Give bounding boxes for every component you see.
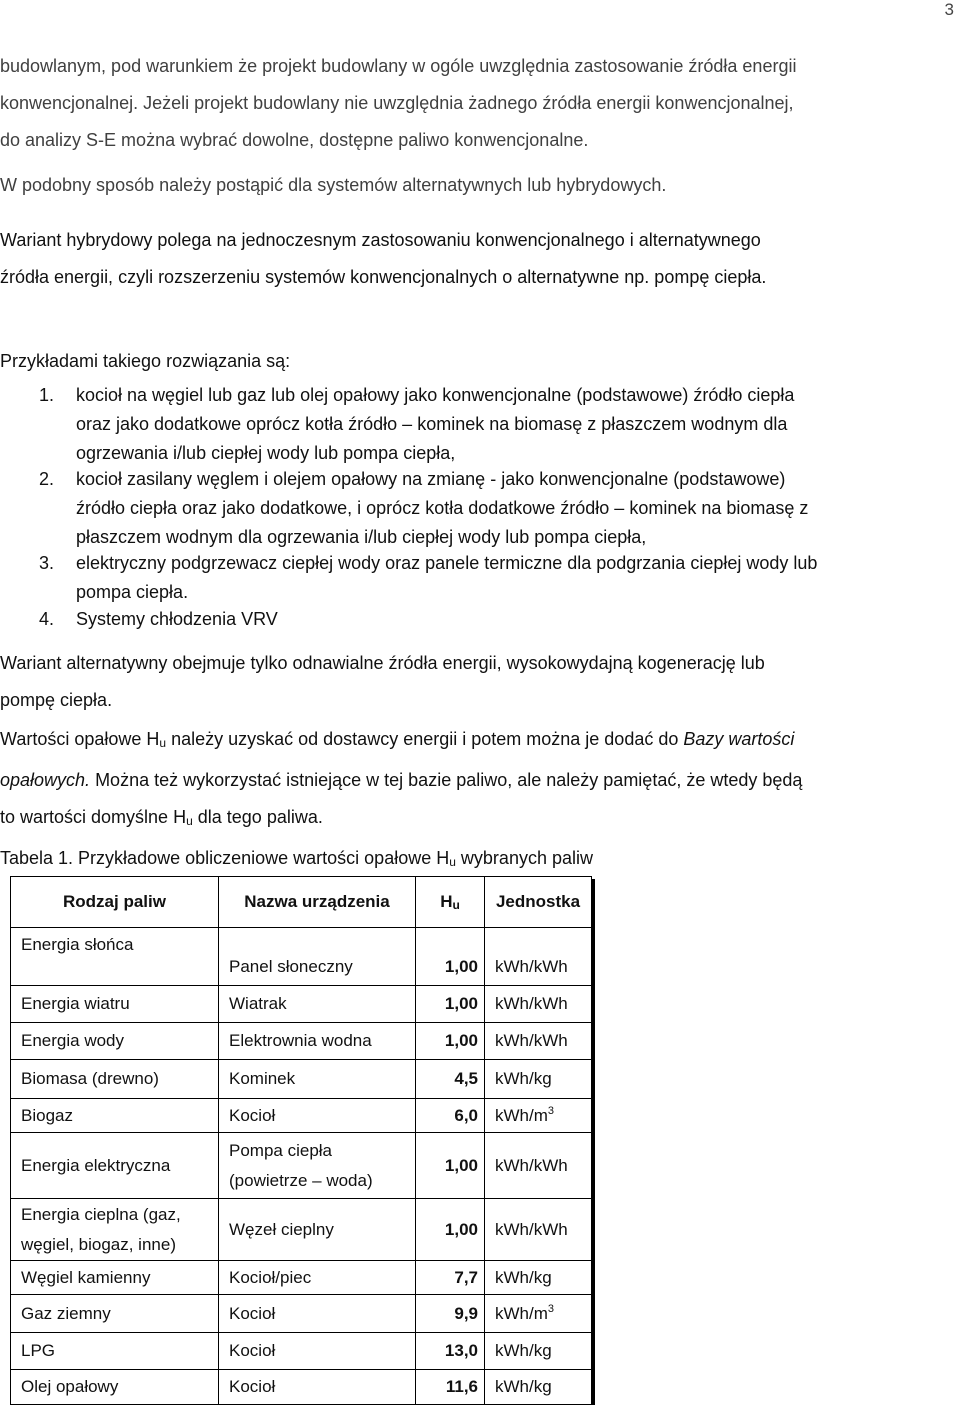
cell-calorific-value: 13,0 xyxy=(416,1333,485,1370)
cell-calorific-value: 11,6 xyxy=(416,1370,485,1405)
cell-unit: kWh/kg xyxy=(485,1370,592,1405)
cell-unit: kWh/kWh xyxy=(485,928,592,986)
column-header-device: Nazwa urządzenia xyxy=(219,877,416,928)
cell-device: Kocioł xyxy=(219,1370,416,1405)
text-line: konwencjonalnej. Jeżeli projekt budowlany nie uwzględnia żadnego źródła energii konwencjonalnej, xyxy=(0,93,794,113)
cell-unit: kWh/kWh xyxy=(485,1199,592,1261)
cell-fuel-type: Energia elektryczna xyxy=(11,1133,219,1199)
page-number: 3 xyxy=(944,0,954,19)
cell-device: Kocioł xyxy=(219,1099,416,1133)
table-row xyxy=(11,928,592,986)
text-line: budowlanym, pod warunkiem że projekt budowlany w ogóle uwzględnia zastosowanie źródła energii xyxy=(0,56,797,76)
table-row xyxy=(11,1133,592,1199)
item-number: 1. xyxy=(39,385,55,405)
cell-unit: kWh/kWh xyxy=(485,986,592,1023)
text-line: kocioł zasilany węglem i olejem opałowy na zmianę - jako konwencjonalne (podstawowe) xyxy=(76,469,786,489)
calorific-values-paragraph xyxy=(0,721,956,840)
item-number: 2. xyxy=(39,469,55,489)
examples-heading: Przykładami takiego rozwiązania są: xyxy=(0,351,291,371)
table-header-row xyxy=(11,877,592,928)
cell-calorific-value: 1,00 xyxy=(416,928,485,986)
text-line: Wariant hybrydowy polega na jednoczesnym zastosowaniu konwencjonalnego i alternatywnego xyxy=(0,230,761,250)
cell-device: Węzeł cieplny xyxy=(219,1199,416,1261)
cell-fuel-type: Energia słońca xyxy=(11,928,219,986)
cell-calorific-value: 4,5 xyxy=(416,1060,485,1099)
text-line: opałowych. Można też wykorzystać istniejące w tej bazie paliwo, ale należy pamiętać, że wtedy będą xyxy=(0,770,803,790)
cell-device: Kocioł xyxy=(219,1295,416,1333)
table-row xyxy=(11,1333,592,1370)
cell-fuel-type: Biomasa (drewno) xyxy=(11,1060,219,1099)
table-row xyxy=(11,1060,592,1099)
cell-unit: kWh/kg xyxy=(485,1261,592,1295)
table-row xyxy=(11,1099,592,1133)
text-line: kocioł na węgiel lub gaz lub olej opałowy jako konwencjonalne (podstawowe) źródło ciepła xyxy=(76,385,795,405)
cell-unit: kWh/kWh xyxy=(485,1133,592,1199)
text-line: źródło ciepła oraz jako dodatkowe, i oprócz kotła dodatkowe źródło – kominek na biomasę z xyxy=(76,498,809,518)
fuel-calorific-table xyxy=(10,876,592,1405)
table-row xyxy=(11,1295,592,1333)
cell-device: Wiatrak xyxy=(219,986,416,1023)
table-row xyxy=(11,1199,592,1261)
cell-fuel-type: Biogaz xyxy=(11,1099,219,1133)
cell-fuel-type: Energia wody xyxy=(11,1023,219,1060)
table-row xyxy=(11,1370,592,1405)
cell-calorific-value: 6,0 xyxy=(416,1099,485,1133)
cell-calorific-value: 1,00 xyxy=(416,986,485,1023)
cell-unit: kWh/kWh xyxy=(485,1023,592,1060)
text-line: pompę ciepła. xyxy=(0,690,113,710)
cell-fuel-type: Gaz ziemny xyxy=(11,1295,219,1333)
cell-device: Panel słoneczny xyxy=(219,928,416,986)
text-line: płaszczem wodnym dla ogrzewania i/lub ciepłej wody lub pompa ciepła, xyxy=(76,527,647,547)
item-number: 3. xyxy=(39,553,55,573)
text-line: pompa ciepła. xyxy=(76,582,189,602)
hybrid-systems-paragraph: W podobny sposób należy postąpić dla systemów alternatywnych lub hybrydowych. xyxy=(0,175,667,195)
cell-unit: kWh/$m^3$ xyxy=(485,1295,592,1333)
cell-fuel-type: Energia wiatru xyxy=(11,986,219,1023)
intro-paragraph xyxy=(0,48,956,159)
cell-device: Kocioł xyxy=(219,1333,416,1370)
cell-fuel-type: LPG xyxy=(11,1333,219,1370)
text-line: do analizy S-E można wybrać dowolne, dostępne paliwo konwencjonalne. xyxy=(0,130,589,150)
cell-device: Pompa ciepła (powietrze – woda) xyxy=(219,1133,416,1199)
cell-unit: kWh/kg xyxy=(485,1060,592,1099)
text-line: Wariant alternatywny obejmuje tylko odnawialne źródła energii, wysokowydajną kogenerację lub xyxy=(0,653,765,673)
cell-fuel-type: Węgiel kamienny xyxy=(11,1261,219,1295)
text-line: Systemy chłodzenia VRV xyxy=(76,609,278,629)
cell-calorific-value: 9,9 xyxy=(416,1295,485,1333)
cell-fuel-type: Energia cieplna (gaz, węgiel, biogaz, inne) xyxy=(11,1199,219,1261)
cell-device: Kominek xyxy=(219,1060,416,1099)
alternative-variant-paragraph xyxy=(0,645,956,719)
item-number: 4. xyxy=(39,609,55,629)
cell-calorific-value: 1,00 xyxy=(416,1023,485,1060)
cell-calorific-value: 1,00 xyxy=(416,1133,485,1199)
text-line: oraz jako dodatkowe oprócz kotła źródło – kominek na biomasę z płaszczem wodnym dla xyxy=(76,414,788,434)
text-line: Wartości opałowe $H_u$ należy uzyskać od dostawcy energii i potem można je dodać do Bazy wartości xyxy=(0,729,795,750)
cell-unit: kWh/kg xyxy=(485,1333,592,1370)
cell-device: Elektrownia wodna xyxy=(219,1023,416,1060)
cell-fuel-type: Olej opałowy xyxy=(11,1370,219,1405)
table-caption: Tabela 1. Przykładowe obliczeniowe wartości opałowe $H_u$ wybranych paliw xyxy=(0,848,593,869)
table-row xyxy=(11,1261,592,1295)
cell-calorific-value: 7,7 xyxy=(416,1261,485,1295)
table-row xyxy=(11,986,592,1023)
text-line: źródła energii, czyli rozszerzeniu systemów konwencjonalnych o alternatywne np. pompę ciepła. xyxy=(0,267,767,287)
hybrid-variant-paragraph xyxy=(0,222,956,296)
column-header-fuel: Rodzaj paliw xyxy=(11,877,219,928)
text-line: elektryczny podgrzewacz ciepłej wody oraz panele termiczne dla podgrzania ciepłej wody lub xyxy=(76,553,818,573)
text-line: to wartości domyślne $H_u$ dla tego paliwa. xyxy=(0,807,323,828)
table-row xyxy=(11,1023,592,1060)
cell-unit: kWh/$m^3$ xyxy=(485,1099,592,1133)
cell-device: Kocioł/piec xyxy=(219,1261,416,1295)
column-header-unit: Jednostka xyxy=(485,877,592,928)
cell-calorific-value: 1,00 xyxy=(416,1199,485,1261)
text-line: ogrzewania i/lub ciepłej wody lub pompa ciepła, xyxy=(76,443,456,463)
column-header-hu: $H_u$ xyxy=(416,877,485,928)
